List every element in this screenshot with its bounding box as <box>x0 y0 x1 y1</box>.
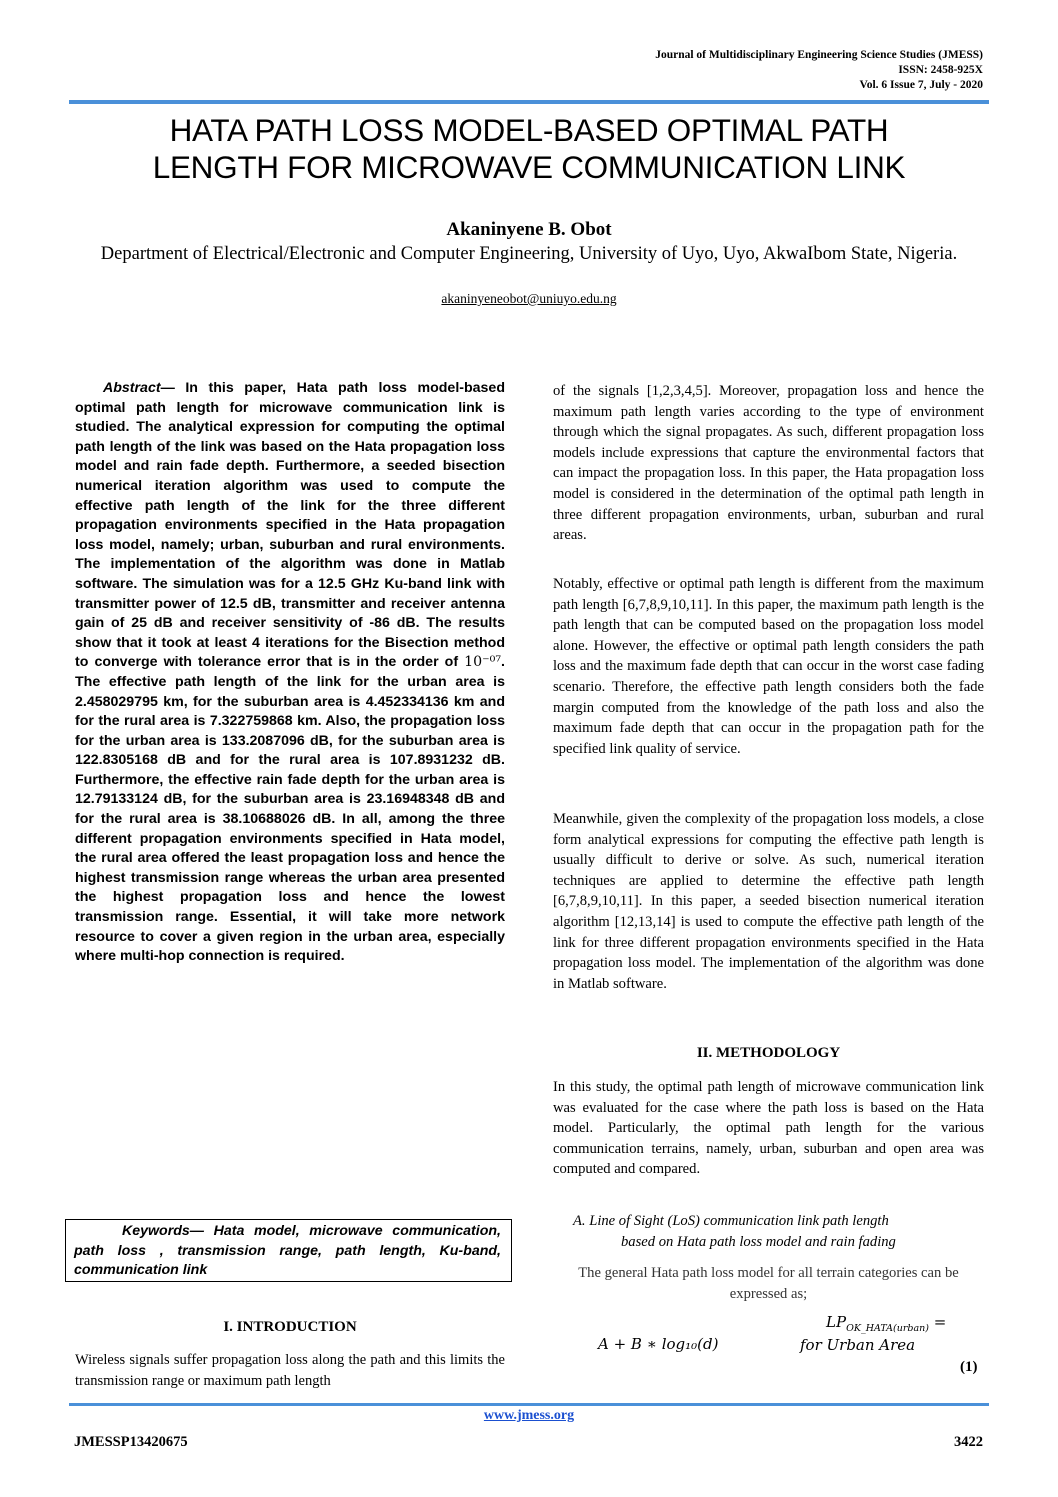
journal-name: Journal of Multidisciplinary Engineering Science Studies (JMESS) <box>655 49 983 61</box>
keywords-box <box>65 1219 512 1282</box>
abstract-lead: Abstract <box>103 380 161 396</box>
methodology-heading: II. METHODOLOGY <box>696 1045 841 1061</box>
right-paragraph-2: Notably, effective or optimal path length is different from the maximum path length [6,7,8,9,10,11]. In this paper, the maximum path length is the path length that can be computed based on the propagation loss model alone. However, the effective or optimal path length considers the path loss and the maximum fade depth that can occur in the worst case fading scenario. Therefore, the effective path length considers both the fade margin computed from the knowledge of the path loss and also the maximum fade depth that can occur in the propagation path for the specified link quality of service. <box>553 576 984 757</box>
equation-lhs-main: LP <box>826 1313 847 1331</box>
paper-title <box>60 112 998 186</box>
keywords-text: Keywords— Hata model, microwave communication, path loss , transmission range, path length, Ku-band, communication link <box>74 1223 501 1278</box>
abstract-text-1: In this paper, Hata path loss model-based optimal path length for microwave communication link is studied. The analytical expression for computing the optimal path length of the link was based on the Hata propagation loss model and rain fade depth. Furthermore, a seeded bisection numerical iteration algorithm was used to compute the effective path length of the link for the three different propagation environments specified in the Hata propagation loss model, namely; urban, suburban and rural environments. The implementation of the algorithm was done in Matlab software. The simulation was for a 12.5 GHz Ku-band link with transmitter power of 12.5 dB, transmitter and receiver antenna gain of 25 dB and receiver sensitivity of -86 dB. The results show that it took at least 4 iterations for the Bisection method to converge with tolerance error that is in the order of <box>75 380 505 671</box>
right-paragraph-3: Meanwhile, given the complexity of the propagation loss models, a close form analytical expressions for computing the effective path length is usually difficult to derive or solve. As such, numerical iteration techniques are applied to determine the effective path length [6,7,8,9,10,11]. In this paper, a seeded bisection numerical iteration algorithm [12,13,14] is used to compute the effective path length of the link for three different propagation environments specified in the Hata propagation loss model. The implementation of the algorithm was done in Matlab software. <box>553 811 984 992</box>
footer-paper-id: JMESSP13420675 <box>74 1434 188 1450</box>
footer-url-link[interactable]: www.jmess.org <box>483 1408 575 1423</box>
equation-lhs <box>826 1313 946 1334</box>
right-paragraph-4: In this study, the optimal path length of microwave communication link was evaluated for the case where the path loss is based on the Hata model. Particularly, the optimal path length for the various communication terrains, namely, urban, suburban and open area was computed and compared. <box>553 1079 984 1178</box>
journal-volume: Vol. 6 Issue 7, July - 2020 <box>859 79 983 91</box>
author-affiliation: Department of Electrical/Electronic and Computer Engineering, University of Uyo, Uyo, AkwaIbom State, Nigeria. <box>100 244 958 264</box>
journal-issn: ISSN: 2458-925X <box>898 64 983 76</box>
equation-rhs: A + B ∗ log₁₀(d) <box>598 1335 719 1353</box>
introduction-heading: I. INTRODUCTION <box>223 1319 357 1335</box>
abstract-dash: — <box>160 380 186 396</box>
header-rule <box>69 100 989 104</box>
footer-page-number: 3422 <box>954 1434 983 1450</box>
subsection-heading-line-1: A. Line of Sight (LoS) communication link path length <box>573 1213 889 1229</box>
abstract-text-2: . The effective path length of the link for the urban area is 2.458029795 km, for the suburban area is 4.452334136 km and for the rural area is 7.322759868 km. Also, the propagation loss for the urban area is 133.2087096 dB, for the suburban area is 122.8305168 dB and for the rural area is 107.8931232 dB. Furthermore, the effective rain fade depth for the urban area is 12.79133124 dB, for the suburban area is 23.16948348 dB and for the rural area is 38.10688026 dB. In all, among the three different propagation environments specified in Hata model, the rural area offered the least propagation loss and hence the highest transmission range whereas the urban area presented the highest propagation loss and hence the lowest transmission range. Essential, it will take more network resource to cover a given region in the urban area, especially where multi-hop connection is required. <box>75 654 505 965</box>
equation-lhs-sub: OK_HATA(urban) <box>846 1323 929 1334</box>
right-paragraph-1: of the signals [1,2,3,4,5]. Moreover, propagation loss and hence the maximum path length varies according to the type of environment through which the signal propagates. As such, different propagation loss models include expressions that capture the environmental factors that can impact the propagation loss. In this paper, the Hata propagation loss model is considered in the determination of the optimal path length in three different propagation environments, urban, suburban and rural areas. <box>553 383 984 544</box>
author-name: Akaninyene B. Obot <box>446 219 612 240</box>
abstract <box>75 379 505 967</box>
equation-number: (1) <box>960 1359 978 1375</box>
author-email[interactable]: akaninyeneobot@uniuyo.edu.ng <box>441 291 617 306</box>
subsection-heading <box>553 1211 984 1252</box>
equation-intro: The general Hata path loss model for all terrain categories can be expressed as; <box>578 1265 959 1302</box>
equation-lhs-eq: = <box>928 1313 947 1331</box>
introduction-text: Wireless signals suffer propagation loss along the path and this limits the transmission range or maximum path length <box>75 1352 505 1389</box>
abstract-exponent: 10⁻⁰⁷ <box>464 654 502 671</box>
title-line-2: LENGTH FOR MICROWAVE COMMUNICATION LINK <box>152 149 906 185</box>
equation-condition: for Urban Area <box>800 1336 916 1354</box>
journal-header <box>655 48 983 93</box>
subsection-heading-line-2: based on Hata path loss model and rain fading <box>621 1233 896 1250</box>
title-line-1: HATA PATH LOSS MODEL-BASED OPTIMAL PATH <box>169 112 889 148</box>
footer-rule <box>69 1403 989 1406</box>
